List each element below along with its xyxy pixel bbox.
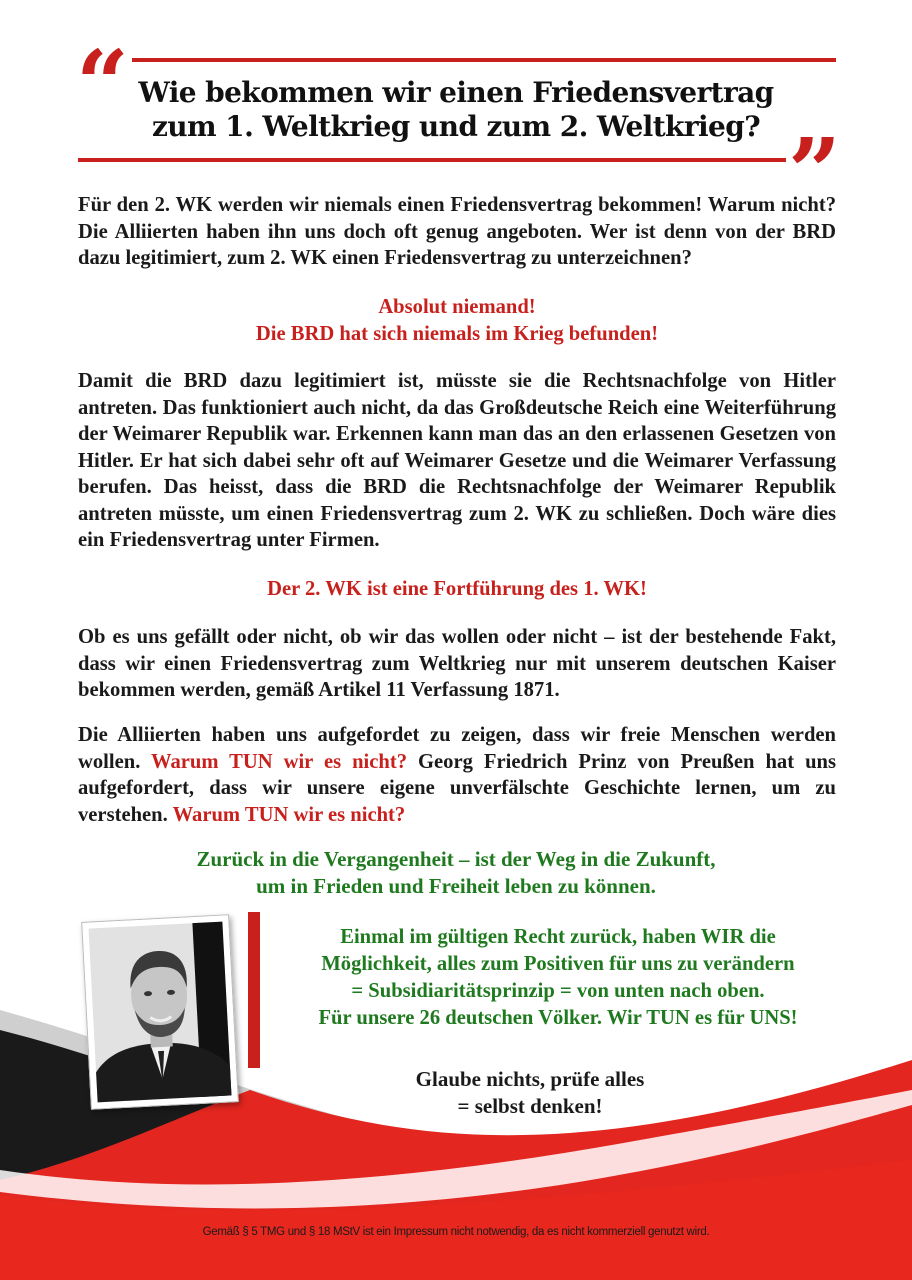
- paragraph-4-part-1: Die Alliierten haben uns aufgefordet zu zeigen, dass wir freie Menschen werden wollen.: [78, 724, 836, 773]
- highlight-1-line-2: Die BRD hat sich niemals im Krieg befunden!: [255, 322, 659, 345]
- highlight-1-line-1: Absolut niemand!: [378, 296, 536, 318]
- paragraph-1: Für den 2. WK werden wir niemals einen Friedensvertrag bekommen! Warum nicht? Die Alliierten haben ihn uns doch oft genug angeboten. Wer ist denn von der BRD dazu legitimiert, zum 2. WK einen Friedensvertrag zu unterzeichnen?: [78, 194, 836, 269]
- green-2-line-1: Einmal im gültigen Recht zurück, haben WIR die: [340, 926, 776, 948]
- highlight-fortfuehrung: Der 2. WK ist eine Fortführung des 1. WK!: [267, 578, 647, 600]
- green-1-line-1: Zurück in die Vergangenheit – ist der Weg in die Zukunft,: [196, 847, 716, 871]
- highlight-absolut-niemand: [78, 294, 836, 347]
- warum-tun-1: Warum TUN wir es nicht?: [150, 750, 408, 773]
- legal-footer: Gemäß § 5 TMG und § 18 MStV ist ein Impressum nicht notwendig, da es nicht kommerziell genutzt wird.: [202, 1226, 710, 1238]
- paragraph-4: [78, 722, 836, 828]
- motto-line-2: = selbst denken!: [457, 1094, 603, 1118]
- motto: [350, 1066, 710, 1120]
- open-quote-icon: “: [76, 30, 129, 138]
- portrait-image: [82, 915, 238, 1108]
- green-2-line-3: = Subsidiaritätsprinzip = von unten nach oben.: [351, 980, 765, 1002]
- green-1-line-2: um in Frieden und Freiheit leben zu können.: [256, 874, 656, 898]
- bottom-rule: [78, 158, 786, 162]
- title-line-2: zum 1. Weltkrieg und zum 2. Weltkrieg?: [151, 110, 761, 143]
- paragraph-2: Damit die BRD dazu legitimiert ist, müsste sie die Rechtsnachfolge von Hitler antreten. Das funktioniert auch nicht, da das Großdeutsche Reich eine Weiterführung der Weimarer Republik war. Erkennen kann man das an den erlassenen Gesetzen von Hitler. Er hat sich dabei sehr oft auf Weimarer Gesetze und die Weimarer Verfassung berufen. Das heisst, dass die BRD die Rechtsnachfolge der Weimarer Republik antreten müsste, um einen Friedensvertrag zum 2. WK zu schließen. Doch wäre dies ein Friedensvertrag unter Firmen.: [78, 370, 836, 551]
- warum-tun-2: Warum TUN wir es nicht?: [172, 803, 406, 826]
- red-accent-bar: [248, 912, 260, 1068]
- portrait-photo: [81, 914, 239, 1109]
- page-title: [100, 76, 812, 144]
- close-quote-icon: ”: [788, 118, 841, 226]
- top-rule: [132, 58, 836, 62]
- green-2-line-4: Für unsere 26 deutschen Völker. Wir TUN es für UNS!: [318, 1007, 798, 1029]
- paragraph-4-part-2: Georg Friedrich Prinz von Preußen hat uns aufgefordert, dass wir unsere eigene unverfälschte Geschichte lernen, um zu verstehen.: [78, 750, 836, 826]
- green-statement-1: [150, 846, 762, 900]
- paragraph-3: Ob es uns gefällt oder nicht, ob wir das wollen oder nicht – ist der bestehende Fakt, dass wir einen Friedensvertrag zum Weltkrieg nur mit unserem deutschen Kaiser bekommen werden, gemäß Artikel 11 Verfassung 1871.: [78, 626, 836, 701]
- title-line-1: Wie bekommen wir einen Friedensvertrag: [138, 76, 774, 109]
- motto-line-1: Glaube nichts, prüfe alles: [415, 1067, 645, 1091]
- green-2-line-2: Möglichkeit, alles zum Positiven für uns zu verändern: [321, 953, 795, 975]
- green-statement-2: [282, 924, 834, 1032]
